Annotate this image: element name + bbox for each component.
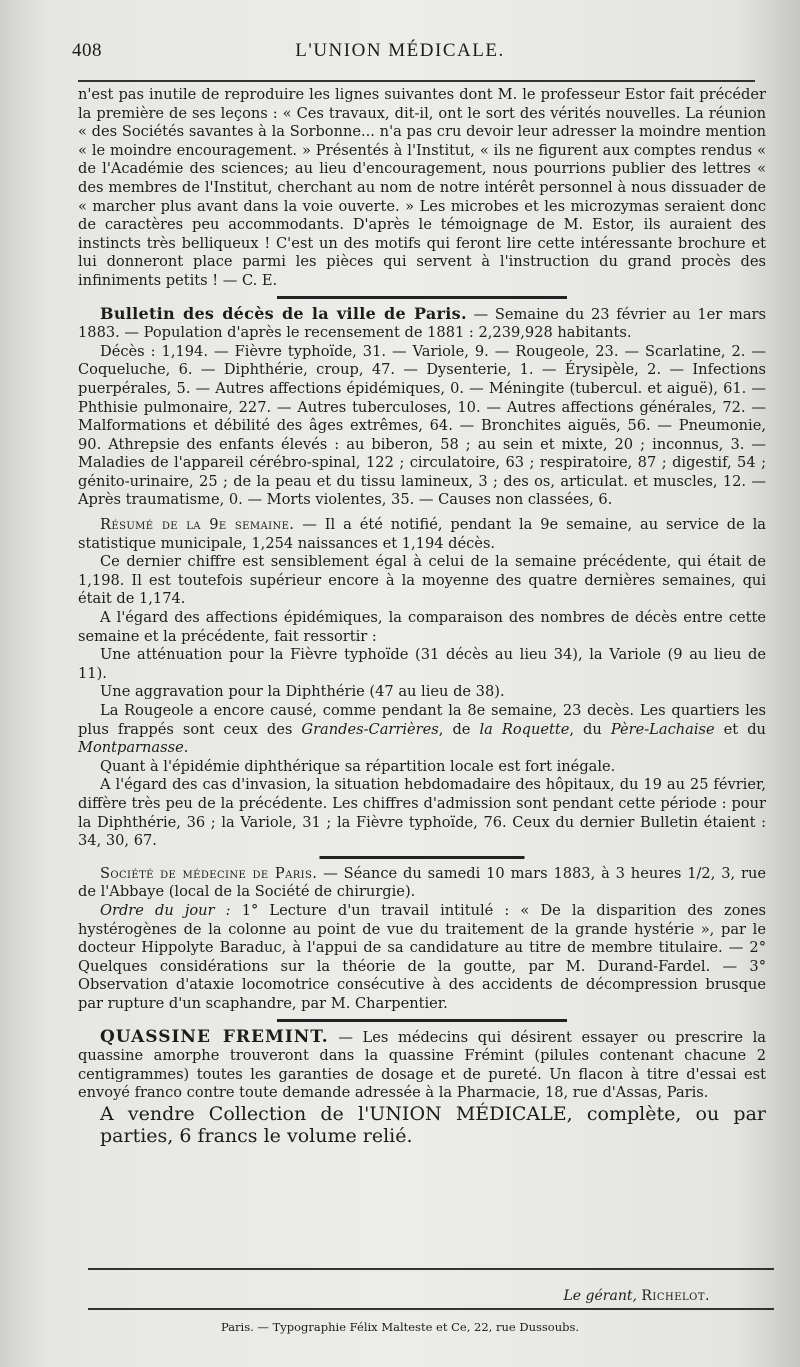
section-divider [78, 291, 766, 305]
ordre-du-jour: Ordre du jour : 1° Lecture d'un travail intitulé : « De la disparition des zones hystérogènes de la colonne au point de vue du traitement de la grande hystérie », par le docteur Hippolyte Baraduc, à l'appui de sa candidature au titre de membre titulaire. — 2° Quelques considérations sur la théorie de la goutte, par M. Durand-Fardel. — 3° Observation d'ataxie locomotrice consécutive à des accidents de décompression brusque par rupture d'un scaphandre, par M. Charpentier. [78, 901, 767, 1012]
section-divider [78, 1014, 766, 1028]
resume-p6: La Rougeole a encore causé, comme pendant la 8e semaine, 23 decès. Les quartiers les plus frappés sont ceux des Grandes-Carrières, de la Roquette, du Père-Lachaise et du Montparnasse. [78, 702, 766, 757]
page-number: 408 [72, 40, 102, 61]
resume-p5: Une aggravation pour la Diphthérie (47 au lieu de 38). [100, 683, 505, 701]
resume-p3: A l'égard des affections épidémiques, la comparaison des nombres de décès entre cette semaine et la précédente, fait ressortir : [78, 609, 766, 645]
quassine-title: QUASSINE FREMINT. [100, 1026, 329, 1047]
bulletin-lead: Bulletin des décès de la ville de Paris. — Semaine du 23 février au 1er mars 1883. — Population d'après le recensement de 1881 : 2,239,928 habitants. [78, 303, 767, 342]
intro-signature: — C. E. [222, 271, 278, 289]
societe-label: Société de médecine de Paris. [100, 864, 318, 882]
section-divider [78, 851, 766, 865]
article-body [78, 86, 766, 1147]
sale-notice: A vendre Collection de l'UNION MÉDICALE, complète, ou par parties, 6 francs le volume relié. [100, 1102, 766, 1147]
gerant-signature: Le gérant, Richelot. [563, 1288, 710, 1304]
resume-p4: Une atténuation pour la Fièvre typhoïde (31 décès au lieu 34), la Variole (9 au lieu de 11). [78, 646, 766, 682]
resume-p7: Quant à l'épidémie diphthérique sa répartition locale est fort inégale. [100, 757, 616, 775]
resume-p8: A l'égard des cas d'invasion, la situation hebdomadaire des hôpitaux, du 19 au 25 février, diffère très peu de la précédente. Les chiffres d'admission sont pendant cette période : pour la Diphthérie, 36 ; la Variole, 31 ; la Fièvre typhoïde, 76. Ceux du dernier Bulletin étaient : 34, 30, 67. [78, 776, 766, 850]
running-title: L'UNION MÉDICALE. [295, 40, 505, 61]
bulletin-deaths: Décès : 1,194. — Fièvre typhoïde, 31. — Variole, 9. — Rougeole, 23. — Scarlatine, 2. — Coqueluche, 6. — Diphthérie, croup, 47. — Dysenterie, 1. — Érysipèle, 2. — Infections puerpérales, 5. — Autres affections épidémiques, 0. — Méningite (tubercul. et aiguë), 61. — Phthisie pulmonaire, 227. — Autres tuberculoses, 10. — Autres affections générales, 72. — Malformations et débilité des âges extrêmes, 64. — Bronchites aiguës, 56. — Pneumonie, 90. Athrepsie des enfants élevés : au biberon, 58 ; au sein et mixte, 20 ; inconnus, 3. — Maladies de l'appareil cérébro-spinal, 122 ; circulatoire, 63 ; respiratoire, 87 ; digestif, 54 ; génito-urinaire, 25 ; de la peau et du tissu lamineux, 3 ; des os, articulat. et muscles, 12. — Après traumatisme, 0. — Morts violentes, 35. — Causes non classées, 6. [78, 342, 766, 509]
deaths-label: Décès : [100, 342, 156, 360]
resume-paragraph: Résumé de la 9e semaine. — Il a été notifié, pendant la 9e semaine, au service de la statistique municipale, 1,254 naissances et 1,194 décès. [78, 516, 766, 552]
resume-label: Résumé de la 9e semaine. [100, 516, 295, 534]
printer-imprint: Paris. — Typographie Félix Malteste et Ce, 22, rue Dussoubs. [220, 1320, 580, 1334]
footer-rule [88, 1268, 774, 1270]
intro-paragraph: n'est pas inutile de reproduire les lignes suivantes dont M. le professeur Estor fait précéder la première de ses leçons : « Ces travaux, dit-il, ont le sort des vérités nouvelles. La réunion « des Sociétés savantes à la Sorbonne... n'a pas cru devoir leur adresser la moindre mention « le moindre encouragement. » Présentés à l'Institut, « ils ne figurent aux comptes rendus « de l'Académie des sciences; au lieu d'encouragement, nous pourrions publier des lettres « des membres de l'Institut, cherchant au nom de notre intérêt personnel à nous dissuader de « marcher plus avant dans la voie ouverte. » Les microbes et les microzymas seraient donc de caractères peu accommodants. D'après le témoignage de M. Estor, ils auraient des instincts très belliqueux ! C'est un des motifs qui feront lire cette intéressante brochure et lui donneront place parmi les pièces qui servent à l'instruction du grand procès des infiniments petits ! — C. E. [78, 86, 766, 289]
ordre-label: Ordre du jour : [100, 901, 231, 919]
footer-rule [88, 1308, 774, 1310]
societe-paragraph: Société de médecine de Paris. — Séance du samedi 10 mars 1883, à 3 heures 1/2, 3, rue de l'Abbaye (local de la Société de chirurgie). [78, 864, 766, 901]
resume-p2: Ce dernier chiffre est sensiblement égal à celui de la semaine précédente, qui était de 1,198. Il est toutefois supérieur encore à la moyenne des quatre dernières semaines, qui était de 1,174. [78, 553, 766, 608]
page-header [0, 40, 800, 70]
header-rule [78, 80, 755, 82]
bulletin-title: Bulletin des décès de la ville de Paris. [100, 303, 467, 323]
quassine-ad: QUASSINE FREMINT. — Les médecins qui désirent essayer ou prescrire la quassine amorphe trouveront dans la quassine Frémint (pilules contenant chacune 2 centigrammes) toutes les garanties de dosage et de pureté. Un flacon à titre d'essai est envoyé franco contre toute demande adressée à la Pharmacie, 18, rue d'Assas, Paris. [78, 1026, 766, 1102]
